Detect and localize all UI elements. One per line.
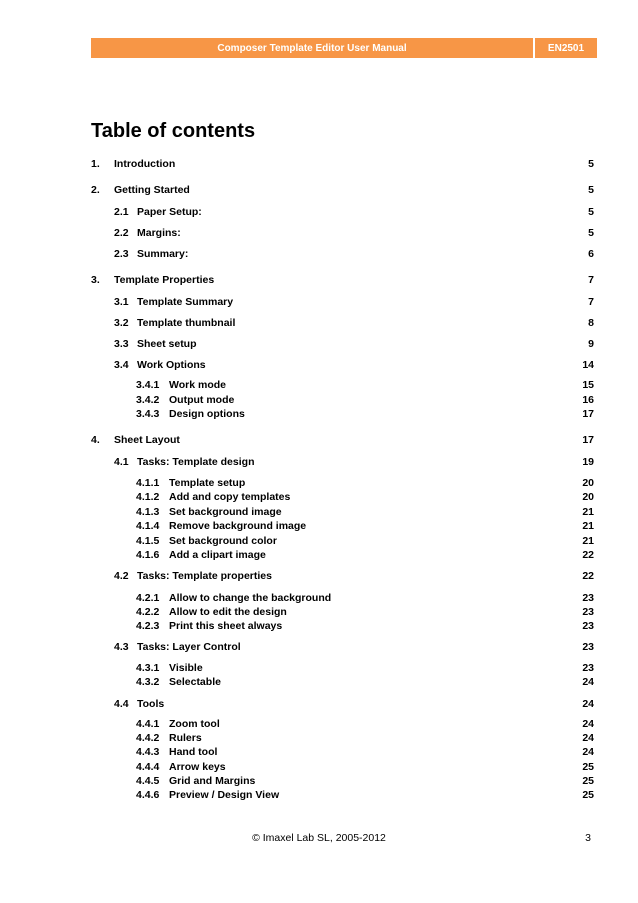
toc-entry-number: 3.2 (114, 317, 129, 329)
toc-entry[interactable] (136, 407, 554, 421)
toc-entry-number: 3.3 (114, 338, 129, 350)
toc-entry[interactable] (114, 226, 554, 240)
toc-entry-page: 23 (582, 592, 594, 604)
toc-entry[interactable] (136, 661, 554, 675)
toc-entry-page: 21 (582, 535, 594, 547)
toc-entry-label: Set background color (169, 535, 277, 547)
toc-entry-number: 3.4 (114, 359, 129, 371)
toc-entry-page: 24 (582, 718, 594, 730)
toc-entry-number: 4. (91, 434, 100, 446)
toc-entry-page: 5 (588, 206, 594, 218)
toc-entry-page: 20 (582, 491, 594, 503)
toc-entry-label: Output mode (169, 394, 235, 406)
toc-entry-label: Template setup (169, 477, 246, 489)
toc-entry-number: 4.3.2 (136, 676, 160, 688)
toc-entry-page: 14 (582, 359, 594, 371)
toc-entry[interactable] (136, 378, 554, 392)
toc-entry[interactable] (136, 675, 554, 689)
toc-entry-number: 4.1.5 (136, 535, 160, 547)
toc-entry[interactable] (136, 534, 554, 548)
toc-entry-label: Hand tool (169, 746, 218, 758)
toc-entry-number: 4.1.1 (136, 477, 160, 489)
toc-entry[interactable] (91, 273, 554, 287)
toc-entry-page: 20 (582, 477, 594, 489)
toc-title: Table of contents (91, 120, 256, 142)
toc-entry-label: Template thumbnail (137, 317, 236, 329)
toc-entry-page: 22 (582, 549, 594, 561)
toc-entry-label: Work mode (169, 379, 226, 391)
toc-entry[interactable] (114, 295, 554, 309)
toc-entry-number: 1. (91, 158, 100, 170)
toc-entry[interactable] (114, 337, 554, 351)
toc-entry-label: Print this sheet always (169, 620, 283, 632)
toc-entry-label: Allow to change the background (169, 592, 332, 604)
toc-entry-label: Introduction (114, 158, 176, 170)
toc-entry-label: Sheet Layout (114, 434, 180, 446)
toc-entry-label: Arrow keys (169, 761, 226, 773)
toc-entry-label: Paper Setup: (137, 206, 202, 218)
toc-entry[interactable] (136, 505, 554, 519)
toc-entry[interactable] (136, 717, 554, 731)
toc-entry-page: 5 (588, 184, 594, 196)
toc-entry-label: Template Properties (114, 274, 215, 286)
toc-entry-number: 4.2.2 (136, 606, 160, 618)
toc-entry-number: 4.1.6 (136, 549, 160, 561)
toc-entry[interactable] (136, 760, 554, 774)
toc-entry-number: 4.2 (114, 570, 129, 582)
toc-entry-page: 17 (582, 408, 594, 420)
toc-entry-label: Tasks: Layer Control (137, 641, 241, 653)
toc-entry-page: 25 (582, 775, 594, 787)
toc-entry-number: 3.4.1 (136, 379, 160, 391)
toc-entry-label: Add and copy templates (169, 491, 291, 503)
toc-entry[interactable] (91, 157, 554, 171)
toc-entry-page: 5 (588, 158, 594, 170)
toc-entry-page: 25 (582, 789, 594, 801)
toc-entry-label: Add a clipart image (169, 549, 266, 561)
toc-entry[interactable] (136, 788, 554, 802)
toc-entry-number: 4.1.3 (136, 506, 160, 518)
toc-entry-number: 2.3 (114, 248, 129, 260)
toc-entry-label: Grid and Margins (169, 775, 256, 787)
toc-entry-number: 4.4 (114, 698, 129, 710)
toc-entry-number: 2.1 (114, 206, 129, 218)
toc-entry-label: Tasks: Template design (137, 456, 255, 468)
toc-entry-number: 4.4.2 (136, 732, 160, 744)
toc-entry-label: Summary: (137, 248, 189, 260)
toc-entry[interactable] (136, 490, 554, 504)
toc-entry-page: 16 (582, 394, 594, 406)
toc-entry[interactable] (136, 591, 554, 605)
header-title: Composer Template Editor User Manual (91, 38, 533, 58)
toc-entry[interactable] (136, 605, 554, 619)
toc-entry-page: 24 (582, 698, 594, 710)
toc-entry[interactable] (136, 393, 554, 407)
toc-entry-number: 2.2 (114, 227, 129, 239)
toc-entry-page: 8 (588, 317, 594, 329)
toc-entry-number: 3. (91, 274, 100, 286)
toc-entry-number: 4.4.5 (136, 775, 160, 787)
toc-entry-label: Template Summary (137, 296, 234, 308)
toc-entry-page: 17 (582, 434, 594, 446)
toc-entry-label: Getting Started (114, 184, 190, 196)
toc-entry-label: Preview / Design View (169, 789, 280, 801)
toc-entry-number: 4.1.2 (136, 491, 160, 503)
toc-entry-page: 7 (588, 274, 594, 286)
toc-entry-page: 25 (582, 761, 594, 773)
toc-entry-number: 2. (91, 184, 100, 196)
toc-entry-number: 4.2.3 (136, 620, 160, 632)
toc-entry-label: Rulers (169, 732, 202, 744)
toc-entry-number: 4.4.1 (136, 718, 160, 730)
toc-entry-label: Tools (137, 698, 165, 710)
toc-entry-label: Sheet setup (137, 338, 197, 350)
toc-entry-label: Work Options (137, 359, 206, 371)
toc-entry-page: 23 (582, 641, 594, 653)
toc-entry[interactable] (114, 205, 554, 219)
toc-entry-page: 24 (582, 732, 594, 744)
toc-entry[interactable] (136, 476, 554, 490)
toc-entry-page: 6 (588, 248, 594, 260)
toc-entry-page: 5 (588, 227, 594, 239)
toc-entry[interactable] (114, 640, 554, 654)
toc-entry-number: 3.1 (114, 296, 129, 308)
page-footer (0, 832, 638, 848)
toc-entry[interactable] (136, 774, 554, 788)
toc-entry-page: 9 (588, 338, 594, 350)
toc-entry[interactable] (114, 316, 554, 330)
toc-entry-number: 4.4.4 (136, 761, 160, 773)
toc-entry[interactable] (136, 731, 554, 745)
toc-entry-number: 4.4.6 (136, 789, 160, 801)
toc-entry[interactable] (136, 745, 554, 759)
toc-entry-page: 21 (582, 506, 594, 518)
toc-entry-page: 22 (582, 570, 594, 582)
toc-entry-label: Tasks: Template properties (137, 570, 272, 582)
toc-entry[interactable] (91, 433, 554, 447)
toc-entry-number: 4.1.4 (136, 520, 160, 532)
toc-entry-number: 4.3.1 (136, 662, 160, 674)
toc-entry-number: 3.4.2 (136, 394, 160, 406)
toc-entry[interactable] (114, 697, 554, 711)
toc-entry-label: Allow to edit the design (169, 606, 287, 618)
toc-entry[interactable] (114, 358, 554, 372)
toc-entry[interactable] (136, 519, 554, 533)
toc-entry-label: Remove background image (169, 520, 307, 532)
toc-entry[interactable] (136, 548, 554, 562)
toc-entry-page: 23 (582, 662, 594, 674)
toc-entry-number: 4.1 (114, 456, 129, 468)
toc-entry-number: 4.4.3 (136, 746, 160, 758)
toc-entry-page: 24 (582, 676, 594, 688)
toc-entry-page: 23 (582, 620, 594, 632)
toc-entry-label: Set background image (169, 506, 282, 518)
toc-entry[interactable] (114, 569, 554, 583)
toc-entry-label: Margins: (137, 227, 181, 239)
toc-entry-page: 7 (588, 296, 594, 308)
toc-entry[interactable] (114, 247, 554, 261)
toc-entry[interactable] (91, 183, 554, 197)
toc-entry-label: Design options (169, 408, 245, 420)
toc-entry-page: 24 (582, 746, 594, 758)
toc-entry[interactable] (114, 455, 554, 469)
toc-entry-page: 19 (582, 456, 594, 468)
footer-page-number: 3 (585, 832, 591, 844)
toc-entry-label: Selectable (169, 676, 221, 688)
header-code: EN2501 (535, 38, 597, 58)
toc-entry-number: 4.3 (114, 641, 129, 653)
toc-entry-page: 21 (582, 520, 594, 532)
toc-entry-label: Zoom tool (169, 718, 220, 730)
toc-entry-label: Visible (169, 662, 203, 674)
footer-copyright: © Imaxel Lab SL, 2005-2012 (252, 832, 386, 844)
toc-entry-number: 4.2.1 (136, 592, 160, 604)
toc-entry[interactable] (136, 619, 554, 633)
toc-entry-page: 23 (582, 606, 594, 618)
toc-entry-number: 3.4.3 (136, 408, 160, 420)
toc-entry-page: 15 (582, 379, 594, 391)
